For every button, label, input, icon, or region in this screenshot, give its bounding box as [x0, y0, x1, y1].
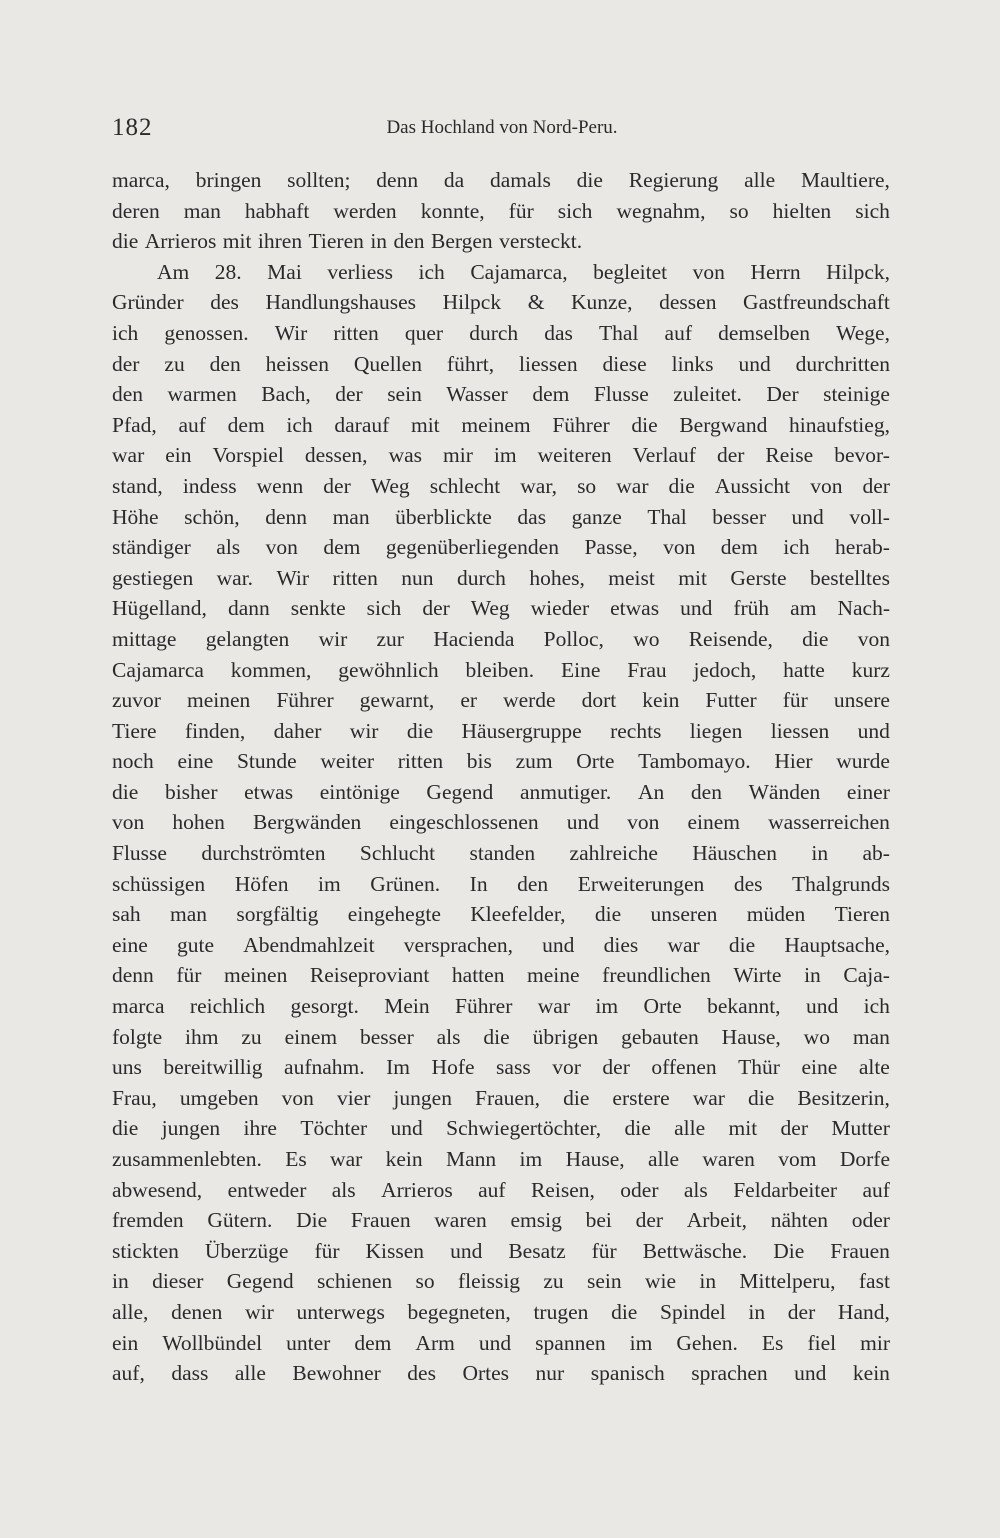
text-line: die Arrieros mit ihren Tieren in den Bergen versteckt. — [112, 229, 583, 254]
text-line: Pfad, auf dem ich darauf mit meinem Führer die Bergwand hinaufstieg, — [112, 412, 890, 437]
body-text — [112, 165, 890, 1389]
text-line: stickten Überzüge für Kissen und Besatz für Bettwäsche. Die Frauen — [112, 1238, 890, 1263]
text-line: Frau, umgeben von vier jungen Frauen, die erstere war die Besitzerin, — [112, 1085, 890, 1110]
text-line: fremden Gütern. Die Frauen waren emsig bei der Arbeit, nähten oder — [112, 1208, 890, 1233]
text-line: deren man habhaft werden konnte, für sich wegnahm, so hielten sich — [112, 198, 890, 223]
running-title: Das Hochland von Nord-Peru. — [386, 117, 618, 138]
text-line: Flusse durchströmten Schlucht standen zahlreiche Häuschen in ab- — [112, 841, 890, 866]
text-line: stand, indess wenn der Weg schlecht war, so war die Aussicht von der — [112, 473, 890, 498]
text-line: uns bereitwillig aufnahm. Im Hofe sass vor der offenen Thür eine alte — [112, 1055, 890, 1080]
text-line: marca reichlich gesorgt. Mein Führer war im Orte bekannt, und ich — [112, 994, 890, 1019]
text-line: den warmen Bach, der sein Wasser dem Flusse zuleitet. Der steinige — [112, 382, 890, 407]
text-line: die jungen ihre Töchter und Schwiegertöchter, die alle mit der Mutter — [112, 1116, 890, 1141]
text-line: die bisher etwas eintönige Gegend anmutiger. An den Wänden einer — [112, 779, 890, 804]
text-line: folgte ihm zu einem besser als die übrigen gebauten Hause, wo man — [112, 1024, 890, 1049]
text-line: Höhe schön, denn man überblickte das ganze Thal besser und voll- — [112, 504, 890, 529]
text-line: der zu den heissen Quellen führt, liessen diese links und durchritten — [112, 351, 890, 376]
text-line: Tiere finden, daher wir die Häusergruppe rechts liegen liessen und — [112, 718, 890, 743]
text-line: alle, denen wir unterwegs begegneten, trugen die Spindel in der Hand, — [112, 1299, 890, 1324]
text-line: von hohen Bergwänden eingeschlossenen und von einem wasserreichen — [112, 810, 890, 835]
text-line: denn für meinen Reiseproviant hatten meine freundlichen Wirte in Caja- — [112, 963, 890, 988]
text-line: Hügelland, dann senkte sich der Weg wieder etwas und früh am Nach- — [112, 596, 890, 621]
text-line: sah man sorgfältig eingehegte Kleefelder, die unseren müden Tieren — [112, 902, 890, 927]
running-head — [112, 114, 892, 148]
text-line: war ein Vorspiel dessen, was mir im weiteren Verlauf der Reise bevor- — [112, 443, 890, 468]
text-line: in dieser Gegend schienen so fleissig zu sein wie in Mittelperu, fast — [112, 1269, 890, 1294]
text-line: Gründer des Handlungshauses Hilpck & Kunze, dessen Gastfreundschaft — [112, 290, 890, 315]
text-line: Am 28. Mai verliess ich Cajamarca, begleitet von Herrn Hilpck, — [157, 259, 890, 284]
text-line: ein Wollbündel unter dem Arm und spannen im Gehen. Es fiel mir — [112, 1330, 890, 1355]
text-line: eine gute Abendmahlzeit versprachen, und dies war die Hauptsache, — [112, 932, 890, 957]
text-line: ich genossen. Wir ritten quer durch das Thal auf demselben Wege, — [112, 320, 890, 345]
text-line: schüssigen Höfen im Grünen. In den Erweiterungen des Thalgrunds — [112, 871, 890, 896]
text-line: Cajamarca kommen, gewöhnlich bleiben. Eine Frau jedoch, hatte kurz — [112, 657, 890, 682]
text-line: zusammenlebten. Es war kein Mann im Hause, alle waren vom Dorfe — [112, 1147, 890, 1171]
text-line: gestiegen war. Wir ritten nun durch hohes, meist mit Gerste bestelltes — [112, 565, 890, 590]
text-line: ständiger als von dem gegenüberliegenden Passe, von dem ich herab- — [112, 535, 890, 560]
text-line: noch eine Stunde weiter ritten bis zum Orte Tambomayo. Hier wurde — [112, 749, 890, 774]
text-line: auf, dass alle Bewohner des Ortes nur spanisch sprachen und kein — [112, 1361, 890, 1386]
text-line: marca, bringen sollten; denn da damals die Regierung alle Maultiere, — [112, 168, 890, 192]
text-line: zuvor meinen Führer gewarnt, er werde dort kein Futter für unsere — [112, 688, 890, 713]
page-number: 182 — [112, 114, 153, 141]
text-line: mittage gelangten wir zur Hacienda Polloc, wo Reisende, die von — [112, 626, 890, 651]
text-line: abwesend, entweder als Arrieros auf Reisen, oder als Feldarbeiter auf — [112, 1177, 890, 1202]
